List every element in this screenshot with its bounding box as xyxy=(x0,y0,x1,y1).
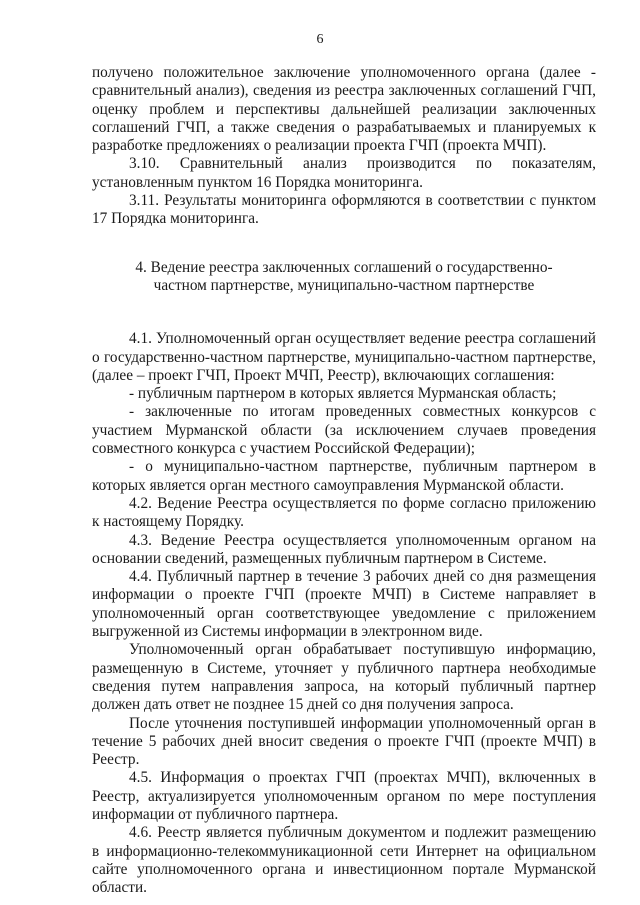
list-item: - заключенные по итогам проведенных совместных конкурсов с участием Мурманской области (за исключением случаев проведения совместного конкурса с участием Российской Федерации); xyxy=(92,403,596,458)
paragraph: 4.4. Публичный партнер в течение 3 рабочих дней со дня размещения информации о проекте ГЧП (проекте МЧП) в Системе направляет в уполномоченный орган соответствующее уведомление с приложением выгруженной из Системы информации в электронном виде. xyxy=(92,568,596,641)
paragraph: 4.2. Ведение Реестра осуществляется по форме согласно приложению к настоящему Порядку. xyxy=(92,494,596,531)
page-number: 6 xyxy=(316,32,324,47)
document-body xyxy=(92,64,596,897)
paragraph: получено положительное заключение уполномоченного органа (далее - сравнительный анализ), сведения из реестра заключенных соглашений ГЧП, оценку проблем и перспективы дальнейшей реализации заключенных соглашений ГЧП, а также сведения о разрабатываемых и планируемых к разработке предложениях о реализации проекта ГЧП (проекта МЧП). xyxy=(92,64,596,155)
paragraph: 4.6. Реестр является публичным документом и подлежит размещению в информационно-телекоммуникационной сети Интернет на официальном сайте уполномоченного органа и инвестиционном портале Мурманской области. xyxy=(92,824,596,897)
list-item: - публичным партнером в которых является Мурманская область; xyxy=(129,385,557,403)
paragraph: Уполномоченный орган обрабатывает поступившую информацию, размещенную в Системе, уточняет у публичного партнера необходимые сведения путем направления запроса, на который публичный партнер должен дать ответ не позднее 15 дней со дня получения запроса. xyxy=(92,641,596,714)
paragraph: 3.11. Результаты мониторинга оформляются в соответствии с пунктом 17 Порядка мониторинга. xyxy=(92,192,596,228)
paragraph: 4.5. Информация о проектах ГЧП (проектах МЧП), включенных в Реестр, актуализируется уполномоченным органом по мере поступления информации от публичного партнера. xyxy=(92,769,596,823)
paragraph: 4.1. Уполномоченный орган осуществляет ведение реестра соглашений о государственно-частном партнерстве, муниципально-частном партнерстве, (далее – проект ГЧП, Проект МЧП, Реестр), включающих соглашения: xyxy=(92,330,596,384)
section-heading: 4. Ведение реестра заключенных соглашений о государственно-частном партнерстве, муниципально-частном партнерстве xyxy=(135,258,553,294)
paragraph: 3.10. Сравнительный анализ производится по показателям, установленным пунктом 16 Порядка мониторинга. xyxy=(92,155,596,191)
list-item: - о муниципально-частном партнерстве, публичным партнером в которых является орган местного самоуправления Мурманской области. xyxy=(92,458,596,494)
paragraph: 4.3. Ведение Реестра осуществляется уполномоченным органом на основании сведений, размещенных публичным партнером в Системе. xyxy=(92,531,596,567)
paragraph: После уточнения поступившей информации уполномоченный орган в течение 5 рабочих дней вносит сведения о проекте ГЧП (проекте МЧП) в Реестр. xyxy=(92,714,596,769)
